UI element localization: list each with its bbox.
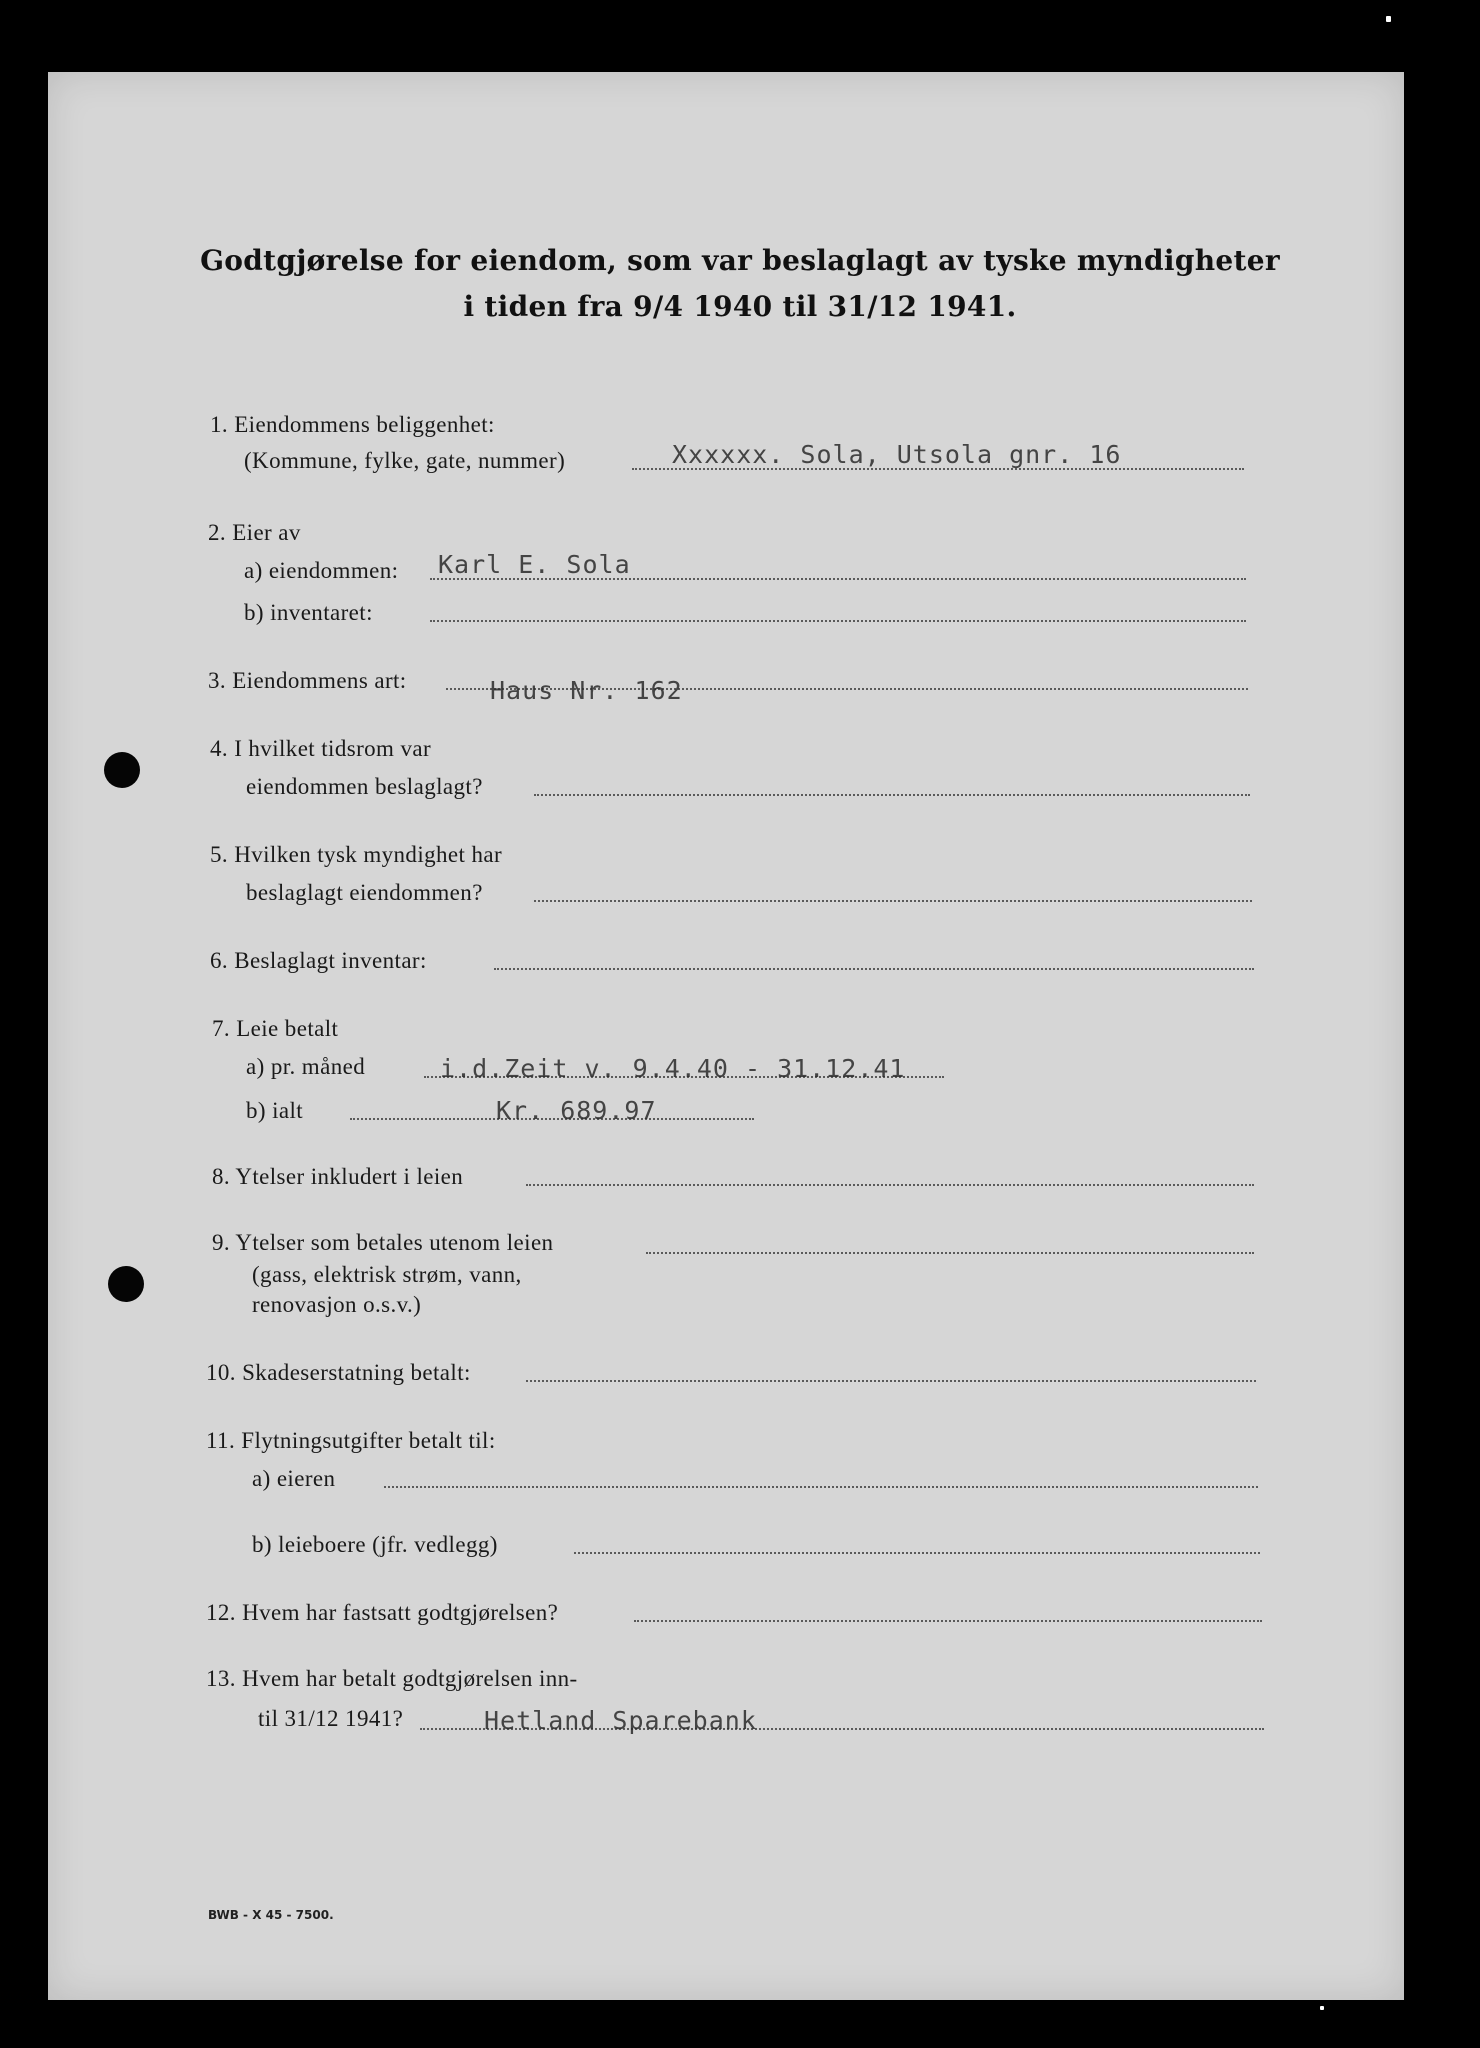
q1-answer: Xxxxxx. Sola, Utsola gnr. 16 bbox=[672, 440, 1122, 469]
document-title: Godtgjørelse for eiendom, som var beslaglagt av tyske myndigheter bbox=[200, 244, 1280, 277]
form-code-footer: BWB - X 45 - 7500. bbox=[208, 1908, 334, 1922]
q6-answer-line bbox=[494, 968, 1254, 970]
q1-label: 1. Eiendommens beliggenhet: bbox=[210, 412, 495, 437]
q12-label: 12. Hvem har fastsatt godtgjørelsen? bbox=[206, 1600, 559, 1625]
q2a-answer: Karl E. Sola bbox=[438, 550, 631, 579]
document-subtitle: i tiden fra 9/4 1940 til 31/12 1941. bbox=[463, 290, 1017, 323]
q6-label: 6. Beslaglagt inventar: bbox=[210, 948, 427, 973]
q9-answer-line bbox=[646, 1252, 1254, 1254]
q8-label: 8. Ytelser inkludert i leien bbox=[212, 1164, 464, 1189]
q11a-label: a) eieren bbox=[252, 1466, 336, 1491]
speck bbox=[1320, 2006, 1324, 2010]
q7b-label: b) ialt bbox=[246, 1098, 304, 1123]
q7b-answer: Kr. 689.97 bbox=[496, 1096, 657, 1125]
q5-label: 5. Hvilken tysk myndighet har bbox=[210, 842, 503, 867]
q10-label: 10. Skadeserstatning betalt: bbox=[206, 1360, 471, 1385]
punch-hole-bottom bbox=[108, 1266, 144, 1302]
q11b-label: b) leieboere (jfr. vedlegg) bbox=[252, 1532, 498, 1557]
q5-sublabel: beslaglagt eiendommen? bbox=[246, 880, 483, 905]
punch-hole-top bbox=[104, 752, 140, 788]
q4-sublabel: eiendommen beslaglagt? bbox=[246, 774, 483, 799]
q8-answer-line bbox=[526, 1184, 1254, 1186]
q3-label: 3. Eiendommens art: bbox=[208, 668, 407, 693]
q11-label: 11. Flytningsutgifter betalt til: bbox=[206, 1428, 496, 1453]
q5-answer-line bbox=[534, 900, 1252, 902]
q9-label: 9. Ytelser som betales utenom leien bbox=[212, 1230, 554, 1255]
q13-sublabel: til 31/12 1941? bbox=[258, 1706, 404, 1731]
q2-label: 2. Eier av bbox=[208, 520, 301, 545]
q2a-label: a) eiendommen: bbox=[244, 558, 399, 583]
q7a-answer: i.d.Zeit v. 9.4.40 - 31.12.41 bbox=[440, 1054, 906, 1083]
q2b-label: b) inventaret: bbox=[244, 600, 373, 625]
q11b-answer-line bbox=[574, 1552, 1260, 1554]
q12-answer-line bbox=[634, 1620, 1262, 1622]
q7-label: 7. Leie betalt bbox=[212, 1016, 339, 1041]
q9-sublabel-2: renovasjon o.s.v.) bbox=[252, 1292, 422, 1317]
speck bbox=[1386, 16, 1391, 22]
q1-sublabel: (Kommune, fylke, gate, nummer) bbox=[244, 448, 566, 473]
q10-answer-line bbox=[526, 1380, 1256, 1382]
q7a-label: a) pr. måned bbox=[246, 1054, 366, 1079]
q4-label: 4. I hvilket tidsrom var bbox=[210, 736, 432, 761]
q11a-answer-line bbox=[384, 1486, 1258, 1488]
q3-answer: Haus Nr. 162 bbox=[490, 676, 683, 705]
q9-sublabel-1: (gass, elektrisk strøm, vann, bbox=[252, 1262, 522, 1287]
q13-label: 13. Hvem har betalt godtgjørelsen inn- bbox=[206, 1666, 578, 1691]
q2b-answer-line bbox=[430, 620, 1246, 622]
q4-answer-line bbox=[534, 794, 1250, 796]
q13-answer: Hetland Sparebank bbox=[484, 1706, 757, 1735]
